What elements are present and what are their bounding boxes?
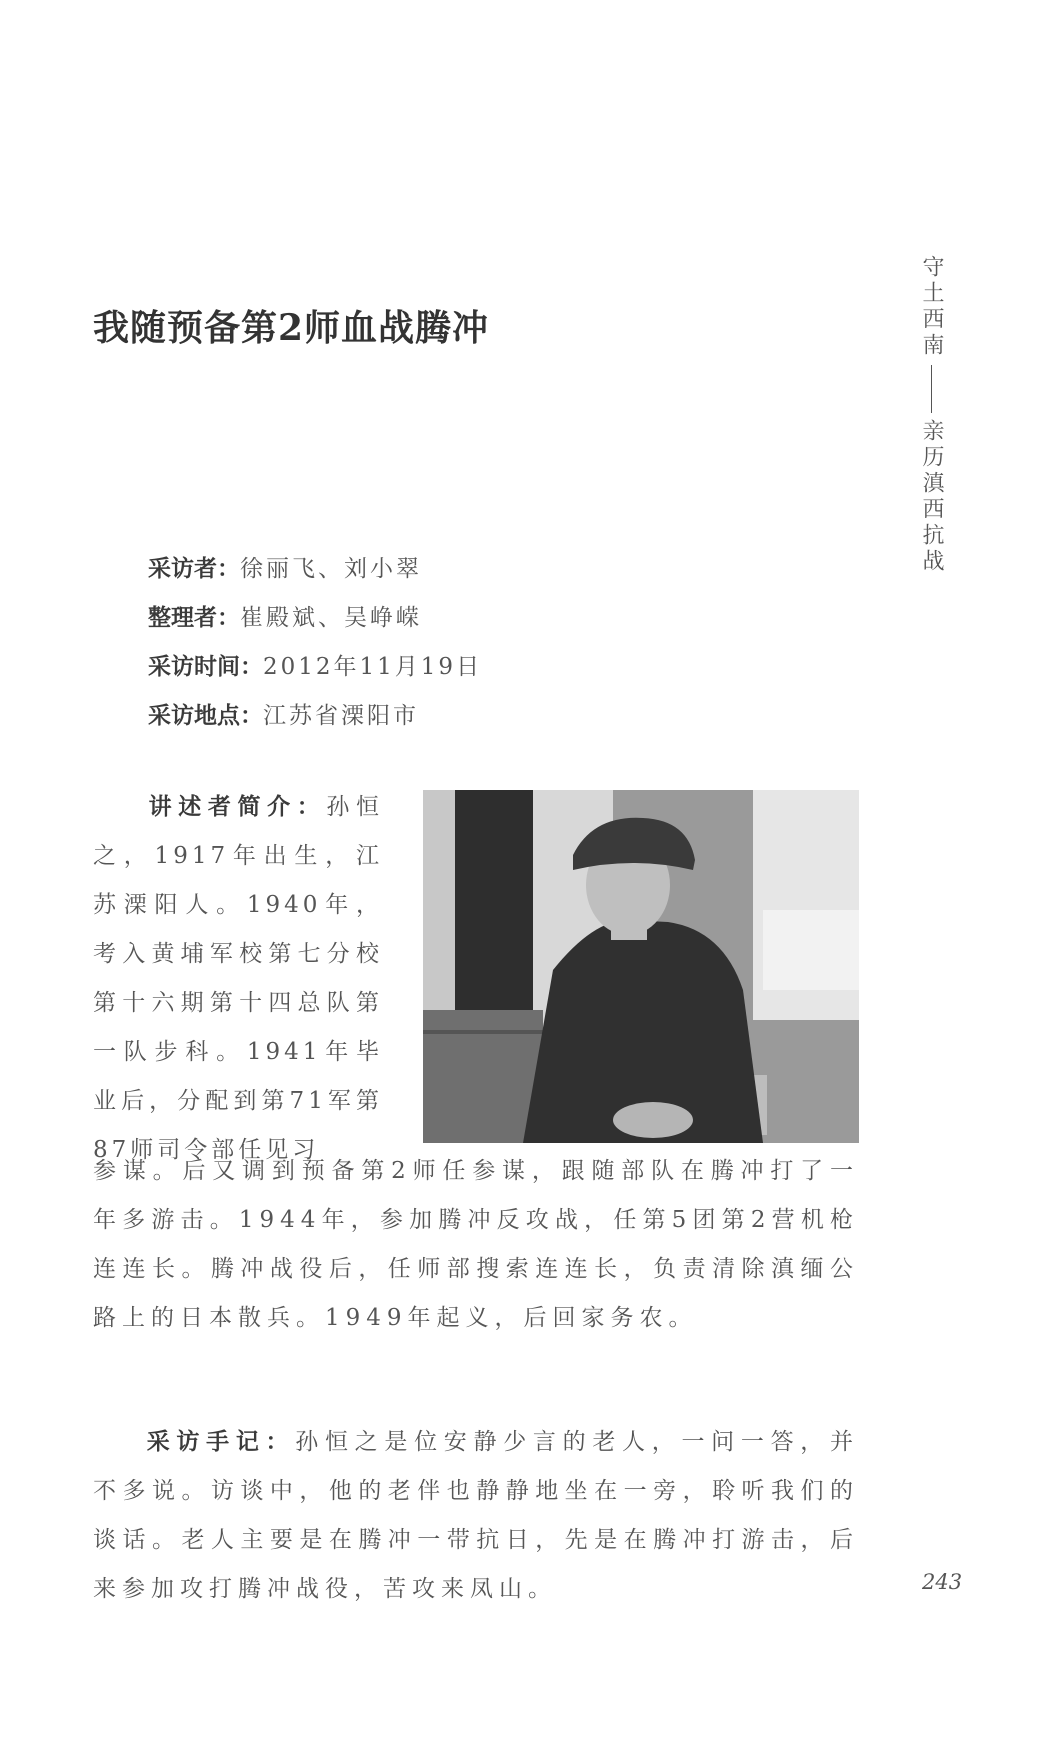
bio-paragraph-start bbox=[93, 783, 383, 1175]
meta-row-editor bbox=[148, 594, 482, 643]
portrait-photo bbox=[423, 790, 859, 1143]
meta-label: 采访地点： bbox=[148, 703, 263, 729]
running-head-part2: 亲历滇西抗战 bbox=[919, 419, 944, 575]
meta-label: 采访时间： bbox=[148, 654, 263, 680]
meta-value: 徐丽飞、刘小翠 bbox=[240, 556, 422, 582]
interview-notes bbox=[93, 1418, 859, 1614]
meta-value: 2012年11月19日 bbox=[263, 654, 483, 680]
meta-label: 采访者： bbox=[148, 556, 240, 582]
notes-text: 孙恒之是位安静少言的老人，一问一答，并不多说。访谈中，他的老伴也静静地坐在一旁，聆听我们的谈话。老人主要是在腾冲一带抗日，先是在腾冲打游击，后来参加攻打腾冲战役，苦攻来凤山。 bbox=[93, 1429, 859, 1602]
interview-metadata bbox=[148, 545, 482, 741]
meta-label: 整理者： bbox=[148, 605, 240, 631]
meta-row-interviewer bbox=[148, 545, 482, 594]
meta-row-date bbox=[148, 643, 482, 692]
bio-paragraph-continued: 参谋。后又调到预备第2师任参谋，跟随部队在腾冲打了一年多游击。1944年，参加腾冲反攻战，任第5团第2营机枪连连长。腾冲战役后，任师部搜索连连长，负责清除滇缅公路上的日本散兵。1949年起义，后回家务农。 bbox=[93, 1158, 859, 1331]
running-head bbox=[920, 255, 942, 575]
meta-value: 崔殿斌、吴峥嵘 bbox=[240, 605, 422, 631]
bio-text-narrow: 孙恒之，1917年出生，江苏溧阳人。1940年，考入黄埔军校第七分校第十六期第十四总队第一队步科。1941年毕业后，分配到第71军第87师司令部任见习 bbox=[93, 794, 383, 1163]
running-head-part1: 守土西南 bbox=[919, 255, 944, 359]
running-head-dash bbox=[931, 365, 932, 413]
chapter-title: 我随预备第2师血战腾冲 bbox=[93, 307, 490, 349]
meta-value: 江苏省溧阳市 bbox=[263, 703, 419, 729]
meta-row-location bbox=[148, 692, 482, 741]
bio-label: 讲述者简介： bbox=[146, 794, 327, 820]
page-number: 243 bbox=[922, 1570, 963, 1594]
notes-label: 采访手记： bbox=[146, 1429, 296, 1455]
